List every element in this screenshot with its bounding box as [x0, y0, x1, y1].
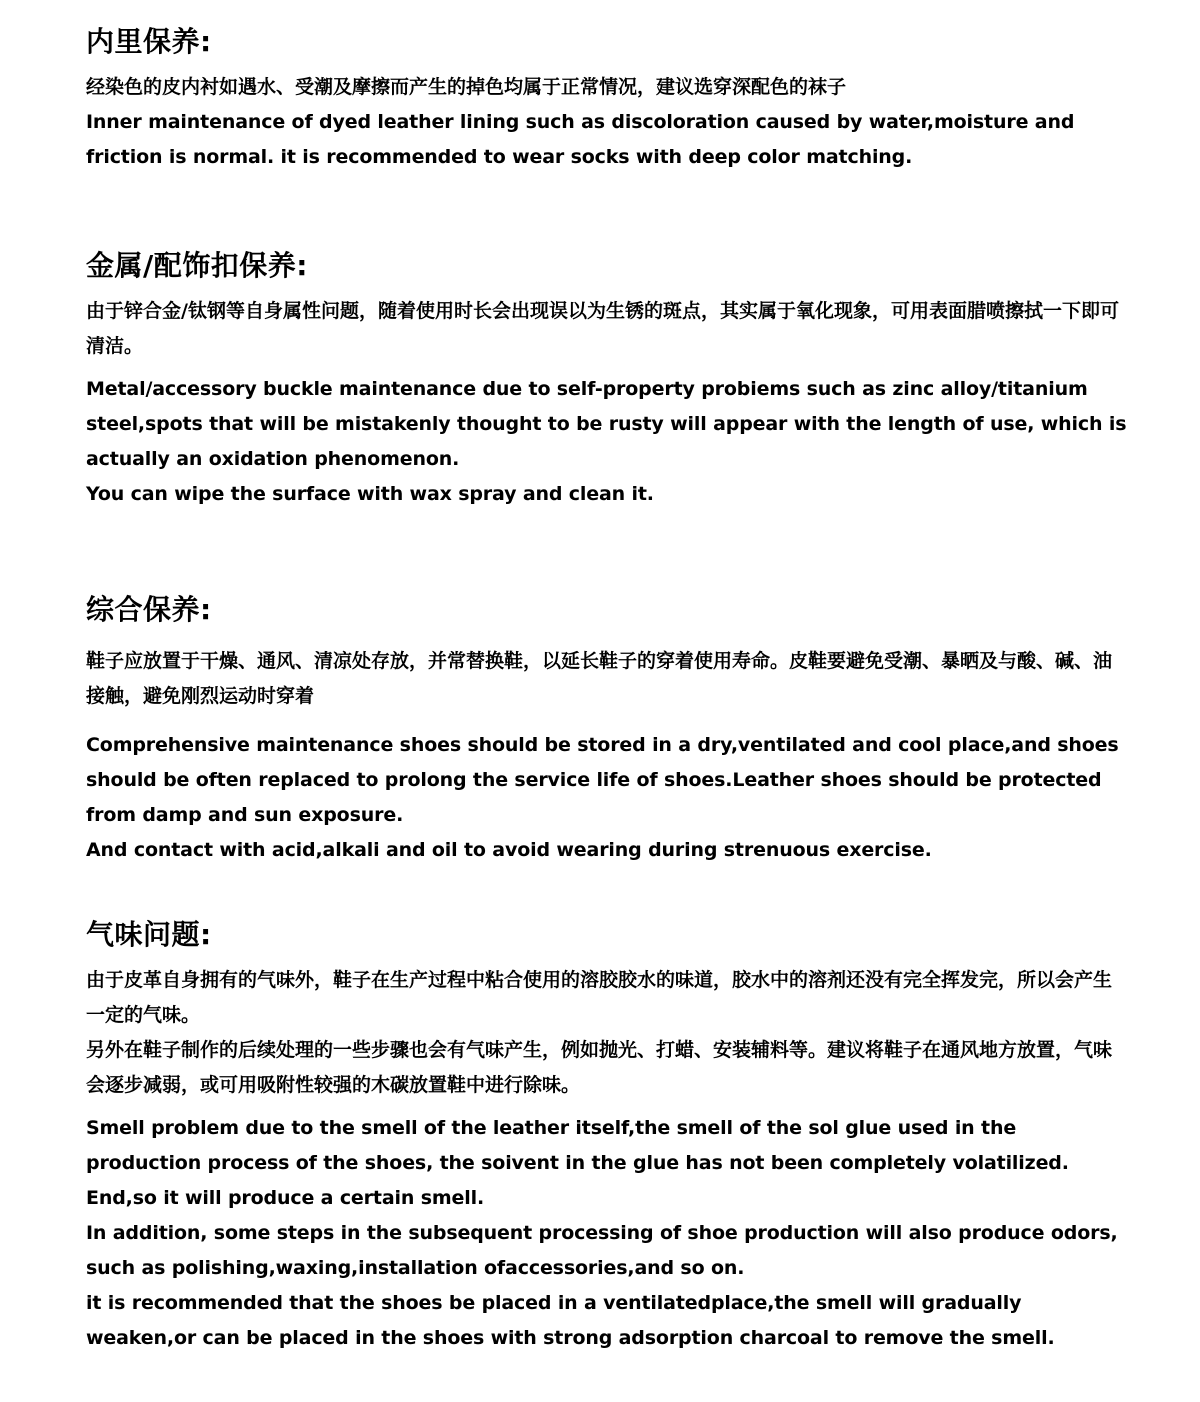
- lining-text-zh: 经染色的皮内衬如遇水、受潮及摩擦而产生的掉色均属于正常情况，建议选穿深配色的袜子: [86, 76, 847, 98]
- general-text-en-1: Comprehensive maintenance shoes should be stored in a dry,ventilated and cool place,and shoes should be often replaced to prolong the service life of shoes.Leather shoes should be protected from damp and sun exposure.: [86, 734, 1119, 826]
- section-metal-care: [86, 246, 1130, 512]
- metal-text-en-2: You can wipe the surface with wax spray and clean it.: [86, 483, 654, 505]
- odor-text-en-2: In addition, some steps in the subsequent processing of shoe production will also produce odors, such as polishing,waxing,installation ofaccessories,and so on.: [86, 1222, 1118, 1279]
- odor-text-zh-1: 由于皮革自身拥有的气味外，鞋子在生产过程中粘合使用的溶胶胶水的味道，胶水中的溶剂还没有完全挥发完，所以会产生一定的气味。: [86, 969, 1113, 1026]
- section-title-metal: 金属/配饰扣保养:: [86, 249, 308, 282]
- section-title-odor: 气味问题:: [86, 918, 212, 951]
- section-lining-care: [86, 22, 1130, 175]
- odor-text-zh-2: 另外在鞋子制作的后续处理的一些步骤也会有气味产生，例如抛光、打蜡、安装辅料等。建议将鞋子在通风地方放置，气味会逐步减弱，或可用吸附性较强的木碳放置鞋中进行除味。: [86, 1039, 1113, 1096]
- section-title-general: 综合保养:: [86, 593, 212, 626]
- section-general-care: [86, 590, 1130, 868]
- lining-text-en: Inner maintenance of dyed leather lining such as discoloration caused by water,moisture and friction is normal. it is recommended to wear socks with deep color matching.: [86, 111, 1075, 168]
- odor-text-en-1: Smell problem due to the smell of the leather itself,the smell of the sol glue used in the production process of the shoes, the soivent in the glue has not been completely volatilized. End,so it will produce a certain smell.: [86, 1117, 1069, 1209]
- metal-text-en-1: Metal/accessory buckle maintenance due to self-property probiems such as zinc alloy/titanium steel,spots that will be mistakenly thought to be rusty will appear with the length of use, which is actually an oxidation phenomenon.: [86, 378, 1127, 470]
- odor-text-en-3: it is recommended that the shoes be placed in a ventilatedplace,the smell will gradually weaken,or can be placed in the shoes with strong adsorption charcoal to remove the smell.: [86, 1292, 1055, 1349]
- general-text-en-2: And contact with acid,alkali and oil to avoid wearing during strenuous exercise.: [86, 839, 932, 861]
- section-title-lining: 内里保养:: [86, 25, 212, 58]
- section-odor-issue: [86, 915, 1130, 1356]
- general-text-zh: 鞋子应放置于干燥、通风、清凉处存放，并常替换鞋，以延长鞋子的穿着使用寿命。皮鞋要避免受潮、暴晒及与酸、碱、油接触，避免刚烈运动时穿着: [86, 650, 1113, 707]
- metal-text-zh: 由于锌合金/钛钢等自身属性问题，随着使用时长会出现误以为生锈的斑点，其实属于氧化现象，可用表面腊喷擦拭一下即可清洁。: [86, 300, 1119, 357]
